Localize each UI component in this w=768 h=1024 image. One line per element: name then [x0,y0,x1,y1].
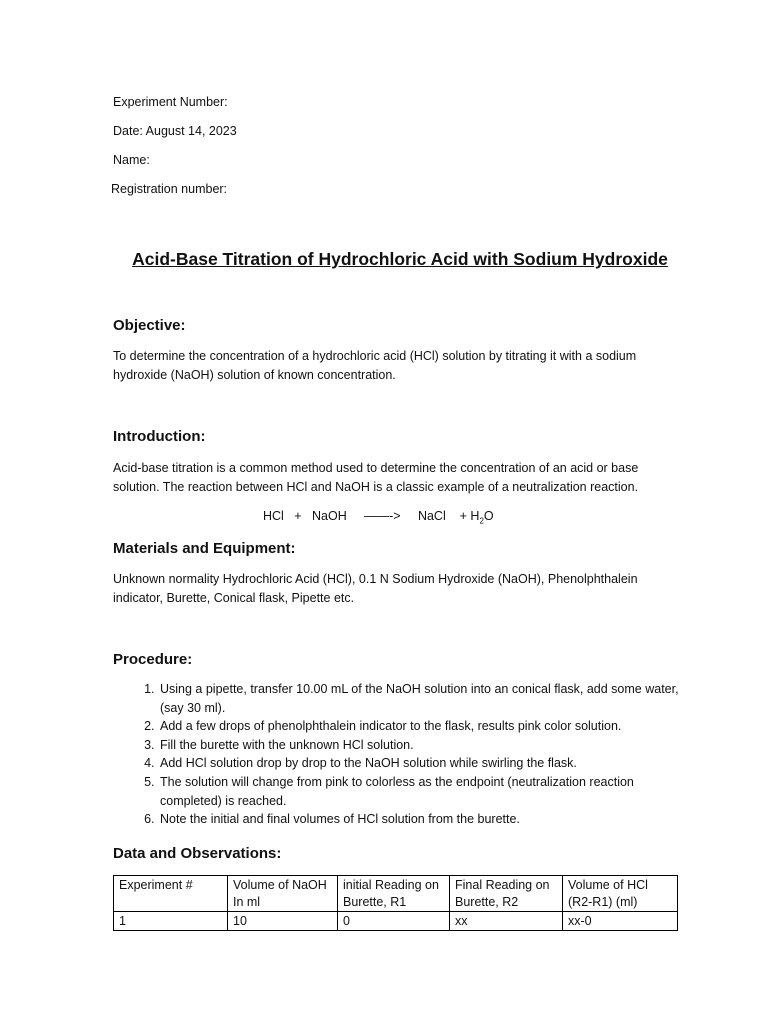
procedure-heading: Procedure: [113,651,193,668]
experiment-number-label: Experiment Number: [113,95,228,109]
table-cell: xx [450,912,563,931]
data-observations-heading: Data and Observations: [113,845,282,862]
table-cell: 0 [338,912,450,931]
materials-heading: Materials and Equipment: [113,540,296,557]
table-header-row [114,876,678,912]
table-row [114,912,678,931]
column-header-initial-reading: initial Reading on Burette, R1 [338,876,450,912]
document-title: Acid-Base Titration of Hydrochloric Acid with Sodium Hydroxide [132,249,668,269]
equation-reactant-hcl: HCl [263,509,284,523]
introduction-heading: Introduction: [113,428,206,445]
procedure-list [113,680,698,829]
column-header-volume-naoh: Volume of NaOH In ml [228,876,338,912]
materials-text: Unknown normality Hydrochloric Acid (HCl), 0.1 N Sodium Hydroxide (NaOH), Phenolphthalein indicator, Burette, Conical flask, Pipette etc. [113,572,638,605]
equation-arrow: ——-> [364,509,401,523]
registration-number-label: Registration number: [111,182,228,196]
table-cell: 1 [114,912,228,931]
table-cell: xx-0 [563,912,678,931]
date-label: Date: August 14, 2023 [113,124,237,138]
column-header-final-reading: Final Reading on Burette, R2 [450,876,563,912]
equation-product-nacl: NaCl [417,509,446,523]
column-header-volume-hcl: Volume of HCl (R2-R1) (ml) [563,876,678,912]
procedure-step: 1. Using a pipette, transfer 10.00 mL of the NaOH solution into an conical flask, add some water, (say 30 ml). [158,680,698,717]
procedure-step: 3. Fill the burette with the unknown HCl solution. [158,736,698,755]
procedure-step: 5. The solution will change from pink to colorless as the endpoint (neutralization reaction completed) is reached. [158,773,698,810]
equation-plus: + [294,509,302,523]
introduction-text: Acid-base titration is a common method used to determine the concentration of an acid or base solution. The reaction between HCl and NaOH is a classic example of a neutralization reaction. [113,461,639,494]
procedure-step: 6. Note the initial and final volumes of HCl solution from the burette. [158,810,698,829]
table-cell: 10 [228,912,338,931]
reaction-equation [263,509,494,526]
name-label: Name: [113,153,150,167]
procedure-step: 2. Add a few drops of phenolphthalein indicator to the flask, results pink color solution. [158,717,698,736]
procedure-step: 4. Add HCl solution drop by drop to the NaOH solution while swirling the flask. [158,754,698,773]
column-header-experiment: Experiment # [114,876,228,912]
observations-table [113,875,678,931]
objective-heading: Objective: [113,317,186,334]
equation-reactant-naoh: NaOH [312,509,347,523]
objective-text: To determine the concentration of a hydrochloric acid (HCl) solution by titrating it with a sodium hydroxide (NaOH) solution of known concentration. [113,349,637,382]
equation-product-water: + $H_2O$ [459,509,494,526]
